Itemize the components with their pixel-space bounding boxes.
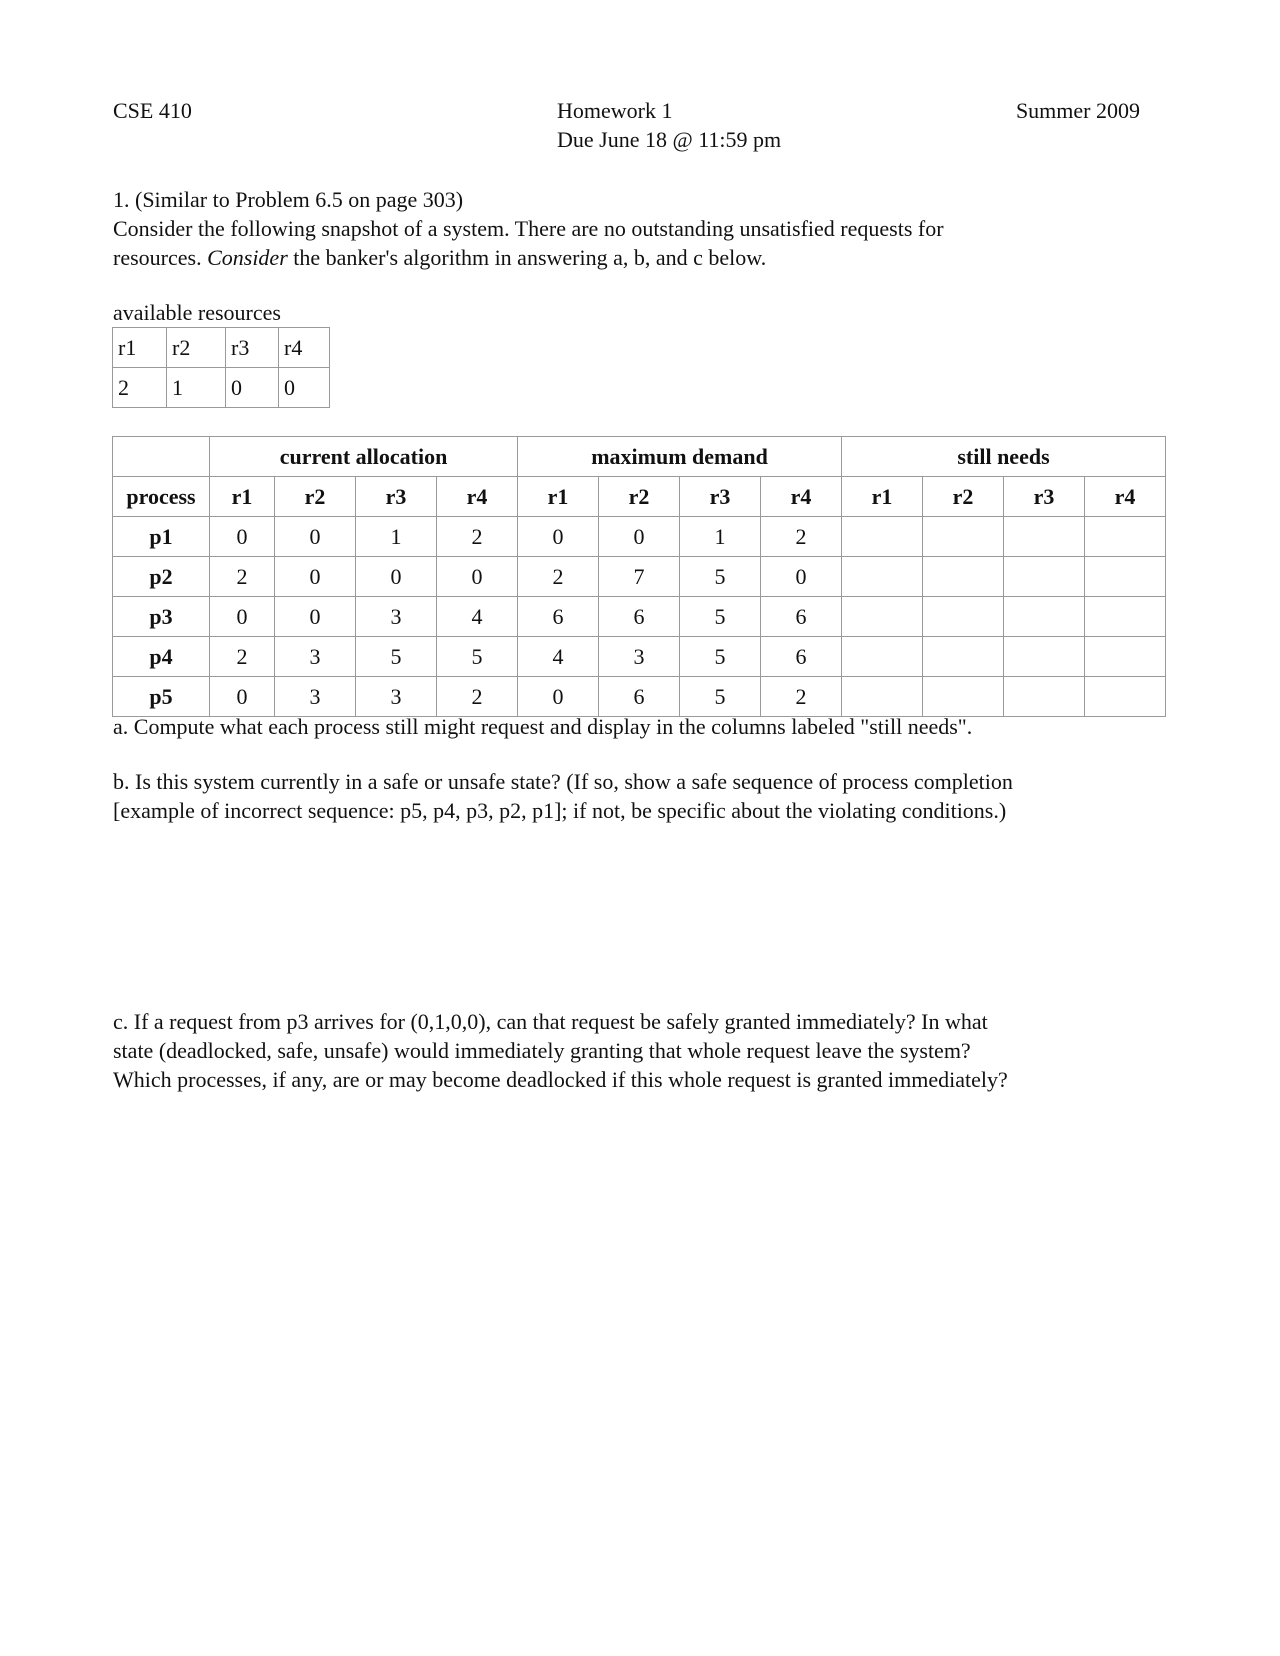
available-header: r2 xyxy=(167,328,226,368)
group-header-row xyxy=(113,437,1166,477)
allocation-cell: 2 xyxy=(210,637,275,677)
allocation-cell: 5 xyxy=(356,637,437,677)
allocation-cell: 3 xyxy=(275,677,356,717)
column-header: r2 xyxy=(923,477,1004,517)
allocation-cell: 2 xyxy=(437,677,518,717)
available-value: 1 xyxy=(167,368,226,408)
allocation-cell: 4 xyxy=(437,597,518,637)
column-header: r3 xyxy=(356,477,437,517)
still-needs-cell[interactable] xyxy=(1085,637,1166,677)
column-header: r1 xyxy=(842,477,923,517)
max-demand-cell: 5 xyxy=(680,637,761,677)
group-header-maximum-demand: maximum demand xyxy=(518,437,842,477)
still-needs-cell[interactable] xyxy=(923,517,1004,557)
available-value: 0 xyxy=(279,368,330,408)
max-demand-cell: 6 xyxy=(599,677,680,717)
part-c xyxy=(113,1007,1008,1094)
available-label: available resources xyxy=(113,300,281,325)
process-header: process xyxy=(113,477,210,517)
part-c-line-1: c. If a request from p3 arrives for (0,1,0,0), can that request be safely granted immediately? In what xyxy=(113,1009,988,1034)
allocation-cell: 2 xyxy=(210,557,275,597)
still-needs-cell[interactable] xyxy=(1004,637,1085,677)
still-needs-cell[interactable] xyxy=(842,557,923,597)
max-demand-cell: 0 xyxy=(599,517,680,557)
max-demand-cell: 4 xyxy=(518,637,599,677)
process-label: p4 xyxy=(113,637,210,677)
corner-cell xyxy=(113,437,210,477)
question-number: 1. (Similar to Problem 6.5 on page 303) xyxy=(113,187,464,212)
max-demand-cell: 7 xyxy=(599,557,680,597)
process-label: p5 xyxy=(113,677,210,717)
assignment-title: Homework 1 xyxy=(557,98,673,123)
still-needs-cell[interactable] xyxy=(842,597,923,637)
available-value-row xyxy=(113,368,330,408)
part-c-line-3: Which processes, if any, are or may become deadlocked if this whole request is granted immediately? xyxy=(113,1067,1008,1092)
group-header-still-needs: still needs xyxy=(842,437,1166,477)
still-needs-cell[interactable] xyxy=(923,597,1004,637)
max-demand-cell: 5 xyxy=(680,557,761,597)
process-row xyxy=(113,677,1166,717)
allocation-cell: 1 xyxy=(356,517,437,557)
intro-text: the banker's algorithm in answering a, b, and c below. xyxy=(287,245,767,270)
part-b xyxy=(113,767,1013,825)
group-header-current-allocation: current allocation xyxy=(210,437,518,477)
max-demand-cell: 6 xyxy=(599,597,680,637)
still-needs-cell[interactable] xyxy=(1085,597,1166,637)
process-label: p1 xyxy=(113,517,210,557)
max-demand-cell: 0 xyxy=(518,677,599,717)
max-demand-cell: 2 xyxy=(761,517,842,557)
part-b-line-2: [example of incorrect sequence: p5, p4, p3, p2, p1]; if not, be specific about the violating conditions.) xyxy=(113,798,1007,823)
allocation-cell: 0 xyxy=(275,517,356,557)
due-date: Due June 18 @ 11:59 pm xyxy=(557,127,782,152)
column-header: r2 xyxy=(275,477,356,517)
column-header: r3 xyxy=(680,477,761,517)
allocation-cell: 3 xyxy=(356,597,437,637)
question-intro xyxy=(113,185,944,272)
allocation-cell: 0 xyxy=(356,557,437,597)
still-needs-cell[interactable] xyxy=(842,517,923,557)
max-demand-cell: 3 xyxy=(599,637,680,677)
still-needs-cell[interactable] xyxy=(923,637,1004,677)
intro-emphasis: Consider xyxy=(207,245,288,270)
course-code: CSE 410 xyxy=(113,98,192,123)
column-header: r4 xyxy=(761,477,842,517)
available-resources-table xyxy=(112,327,330,408)
intro-line-2 xyxy=(113,243,944,272)
still-needs-cell[interactable] xyxy=(1004,677,1085,717)
allocation-cell: 3 xyxy=(356,677,437,717)
available-header: r3 xyxy=(226,328,279,368)
max-demand-cell: 0 xyxy=(761,557,842,597)
allocation-cell: 0 xyxy=(275,557,356,597)
allocation-cell: 0 xyxy=(437,557,518,597)
still-needs-cell[interactable] xyxy=(1085,677,1166,717)
column-header: r1 xyxy=(210,477,275,517)
max-demand-cell: 2 xyxy=(518,557,599,597)
still-needs-cell[interactable] xyxy=(842,677,923,717)
column-header: r3 xyxy=(1004,477,1085,517)
process-row xyxy=(113,517,1166,557)
allocation-cell: 0 xyxy=(210,677,275,717)
allocation-cell: 0 xyxy=(210,597,275,637)
still-needs-cell[interactable] xyxy=(1004,517,1085,557)
max-demand-cell: 5 xyxy=(680,597,761,637)
allocation-cell: 2 xyxy=(437,517,518,557)
allocation-cell: 0 xyxy=(210,517,275,557)
allocation-cell: 5 xyxy=(437,637,518,677)
available-value: 0 xyxy=(226,368,279,408)
still-needs-cell[interactable] xyxy=(1004,597,1085,637)
column-header: r2 xyxy=(599,477,680,517)
still-needs-cell[interactable] xyxy=(923,557,1004,597)
process-rows xyxy=(113,517,1166,717)
process-row xyxy=(113,557,1166,597)
column-header: r4 xyxy=(437,477,518,517)
still-needs-cell[interactable] xyxy=(1085,517,1166,557)
process-row xyxy=(113,597,1166,637)
part-b-line-1: b. Is this system currently in a safe or unsafe state? (If so, show a safe sequence of process completion xyxy=(113,769,1013,794)
allocation-cell: 3 xyxy=(275,637,356,677)
available-header: r4 xyxy=(279,328,330,368)
still-needs-cell[interactable] xyxy=(1004,557,1085,597)
column-header: r4 xyxy=(1085,477,1166,517)
max-demand-cell: 6 xyxy=(761,597,842,637)
max-demand-cell: 2 xyxy=(761,677,842,717)
max-demand-cell: 5 xyxy=(680,677,761,717)
column-header-row xyxy=(113,477,1166,517)
max-demand-cell: 6 xyxy=(761,637,842,677)
term: Summer 2009 xyxy=(1015,98,1140,123)
still-needs-cell[interactable] xyxy=(1085,557,1166,597)
max-demand-cell: 1 xyxy=(680,517,761,557)
process-label: p3 xyxy=(113,597,210,637)
still-needs-cell[interactable] xyxy=(842,637,923,677)
max-demand-cell: 6 xyxy=(518,597,599,637)
intro-text: resources. xyxy=(113,245,208,270)
part-c-line-2: state (deadlocked, safe, unsafe) would immediately granting that whole request leave the system? xyxy=(113,1038,971,1063)
available-value: 2 xyxy=(113,368,167,408)
available-header-row xyxy=(113,328,330,368)
max-demand-cell: 0 xyxy=(518,517,599,557)
still-needs-cell[interactable] xyxy=(923,677,1004,717)
allocation-table xyxy=(112,436,1166,717)
part-a: a. Compute what each process still might request and display in the columns labeled "still needs". xyxy=(113,714,973,739)
available-header: r1 xyxy=(113,328,167,368)
process-row xyxy=(113,637,1166,677)
column-header: r1 xyxy=(518,477,599,517)
intro-line-1: Consider the following snapshot of a system. There are no outstanding unsatisfied requests for xyxy=(113,216,944,241)
allocation-cell: 0 xyxy=(275,597,356,637)
process-label: p2 xyxy=(113,557,210,597)
